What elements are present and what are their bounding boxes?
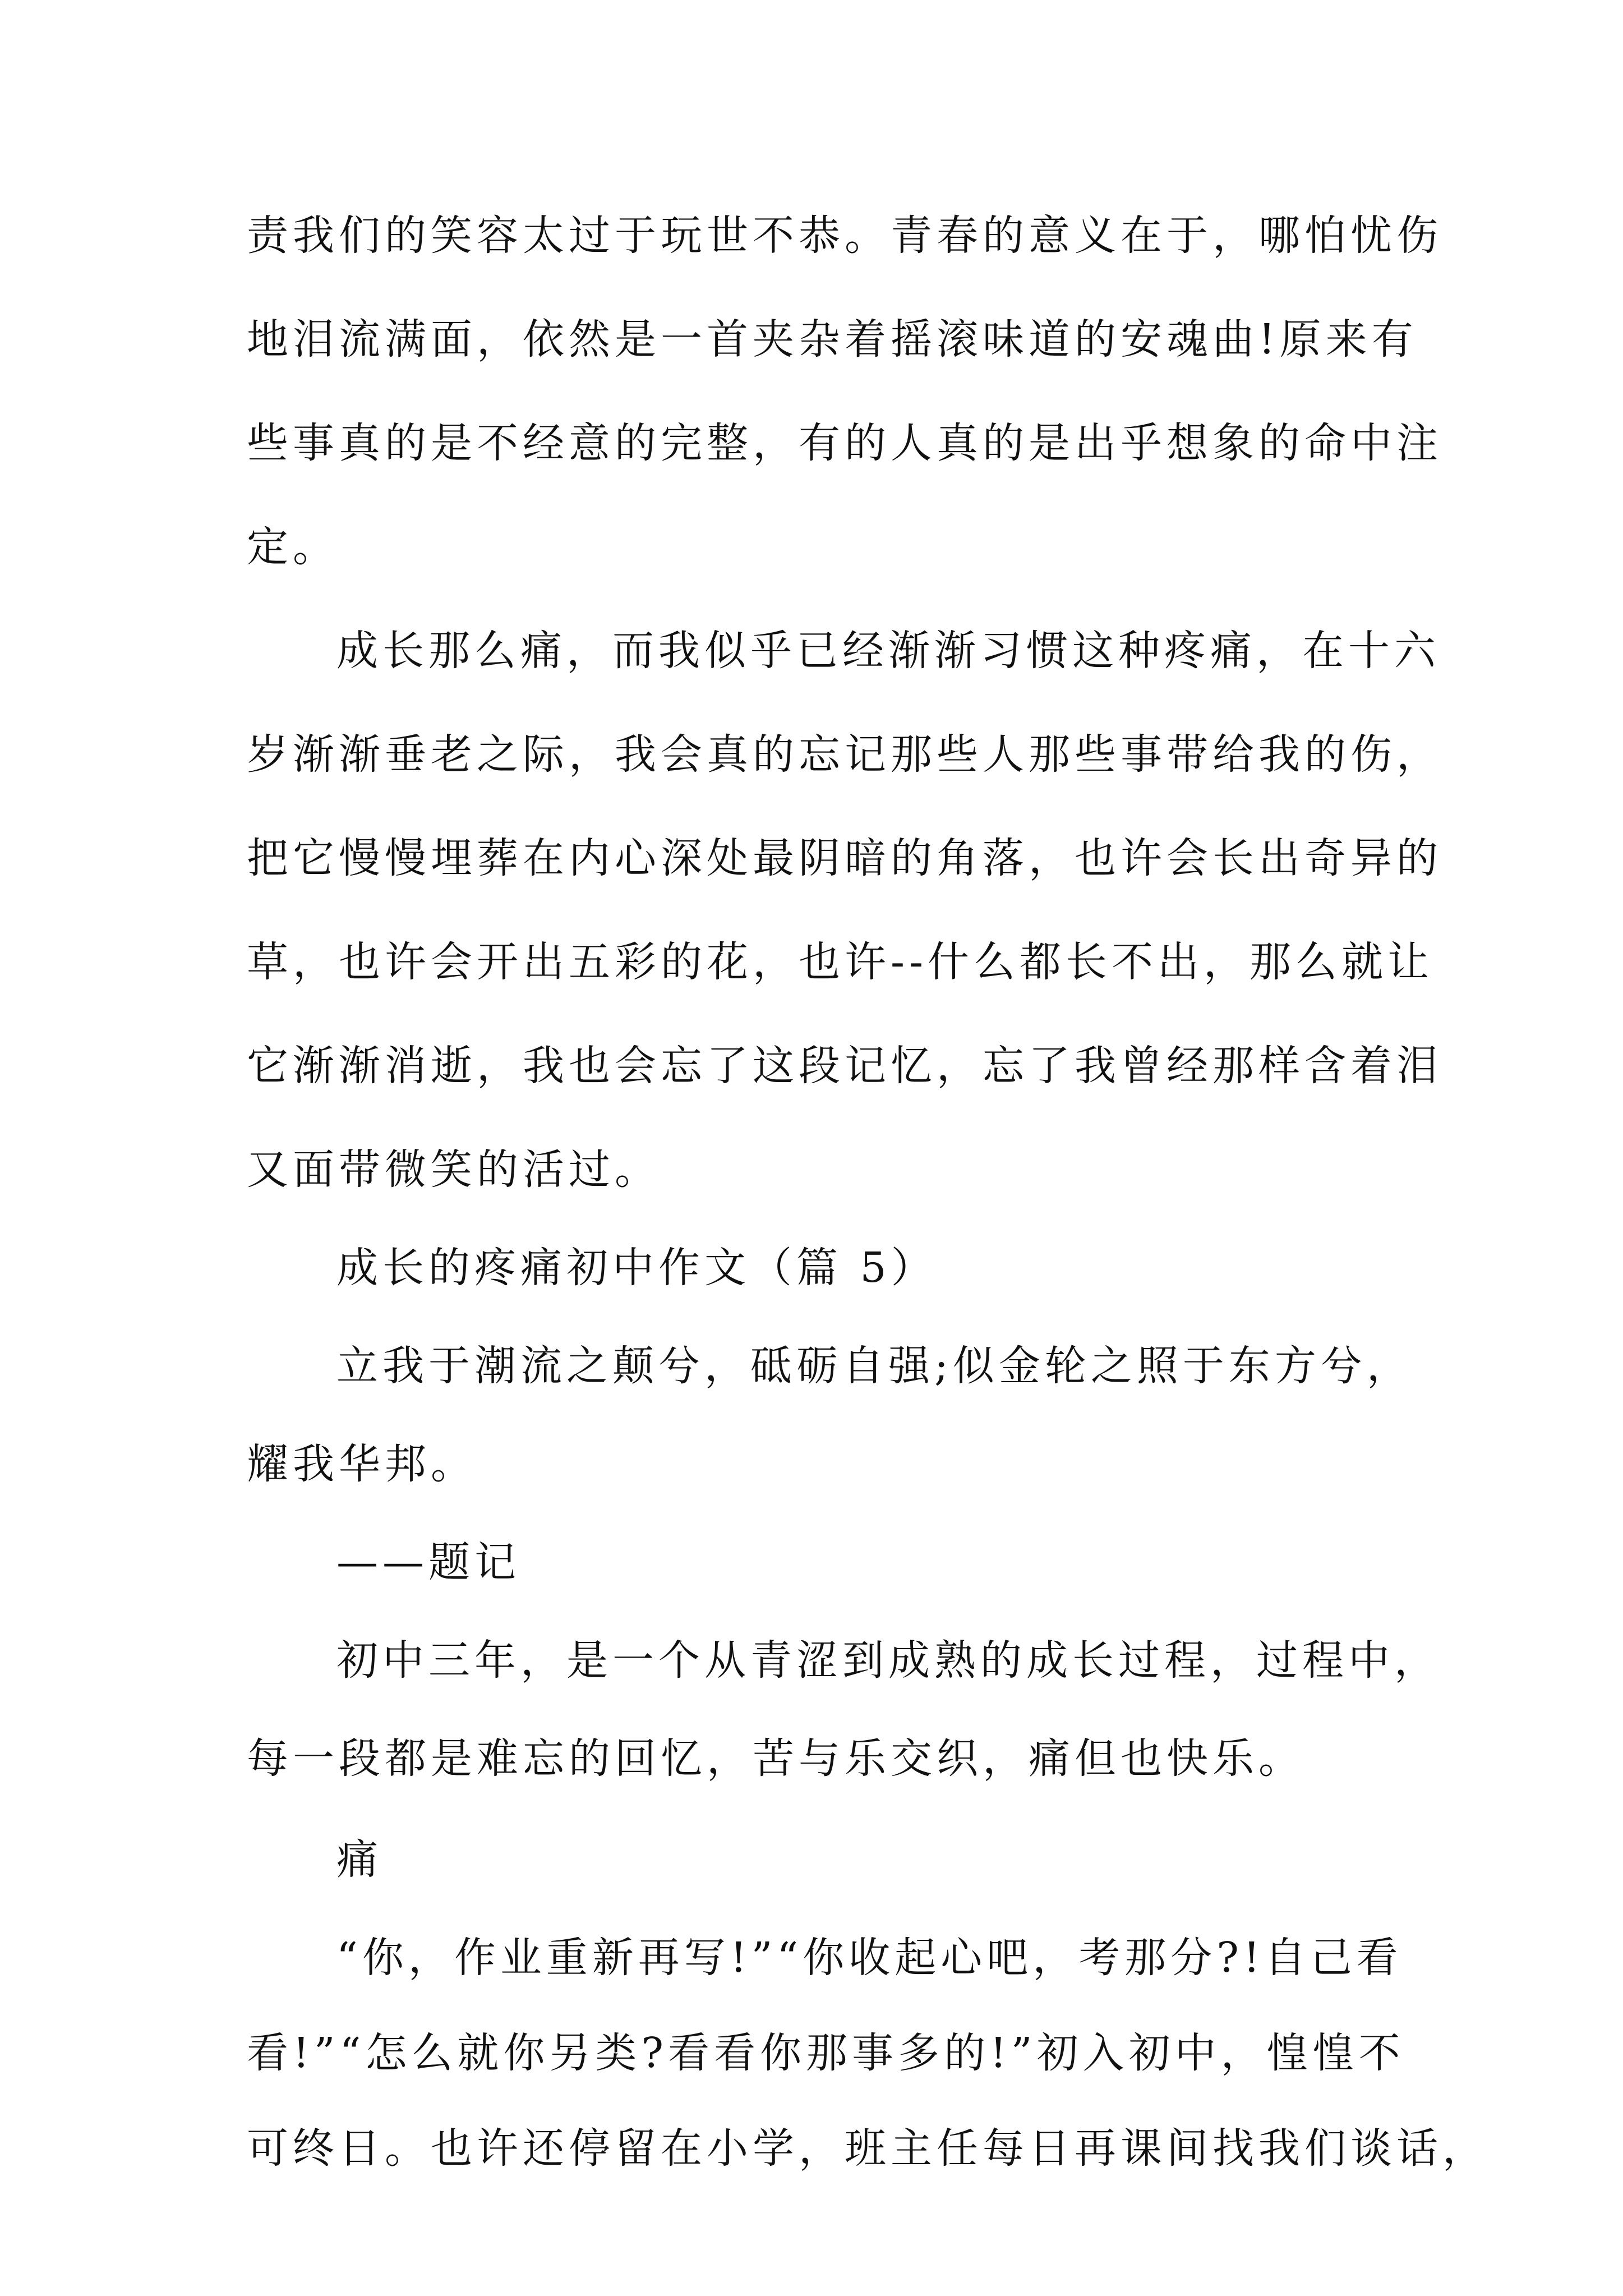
text-line: 可终日。也许还停留在小学，班主任每日再课间找我们谈话， — [247, 2124, 1488, 2173]
text-line: 每一段都是难忘的回忆，苦与乐交织，痛但也快乐。 — [247, 1734, 1304, 1783]
text-line: 它渐渐消逝，我也会忘了这段记忆，忘了我曾经那样含着泪 — [247, 1042, 1442, 1090]
text-line: 看!”“怎么就你另类?看看你那事多的!”初入初中，惶惶不 — [247, 2029, 1405, 2077]
paragraph-first-line: 立我于潮流之颠兮，砥砺自强;似金轮之照于东方兮， — [336, 1342, 1413, 1390]
text-line: 草，也许会开出五彩的花，也许--什么都长不出，那么就让 — [247, 938, 1434, 986]
epigraph-attribution: ——题记 — [336, 1538, 520, 1586]
paragraph-first-line: 成长那么痛，而我似乎已经渐渐习惯这种疼痛，在十六 — [336, 627, 1440, 675]
section-heading: 成长的疼痛初中作文（篇 5） — [336, 1244, 937, 1292]
text-line: 地泪流满面，依然是一首夹杂着摇滚味道的安魂曲!原来有 — [247, 315, 1418, 364]
text-line: 岁渐渐垂老之际，我会真的忘记那些人那些事带给我的伤， — [247, 730, 1442, 779]
subheading: 痛 — [336, 1835, 382, 1884]
text-line: 耀我华邦。 — [247, 1440, 477, 1488]
paragraph-first-line: 初中三年，是一个从青涩到成熟的成长过程，过程中， — [336, 1636, 1440, 1685]
text-line: 又面带微笑的活过。 — [247, 1145, 661, 1194]
text-line: 些事真的是不经意的完整，有的人真的是出乎想象的命中注 — [247, 419, 1442, 467]
text-line: 定。 — [247, 523, 339, 571]
paragraph-first-line: “你，作业重新再写!”“你收起心吧，考那分?!自己看 — [336, 1934, 1403, 1982]
text-line: 把它慢慢埋葬在内心深处最阴暗的角落，也许会长出奇异的 — [247, 834, 1442, 882]
text-line: 责我们的笑容太过于玩世不恭。青春的意义在于，哪怕忧伤 — [247, 211, 1442, 260]
